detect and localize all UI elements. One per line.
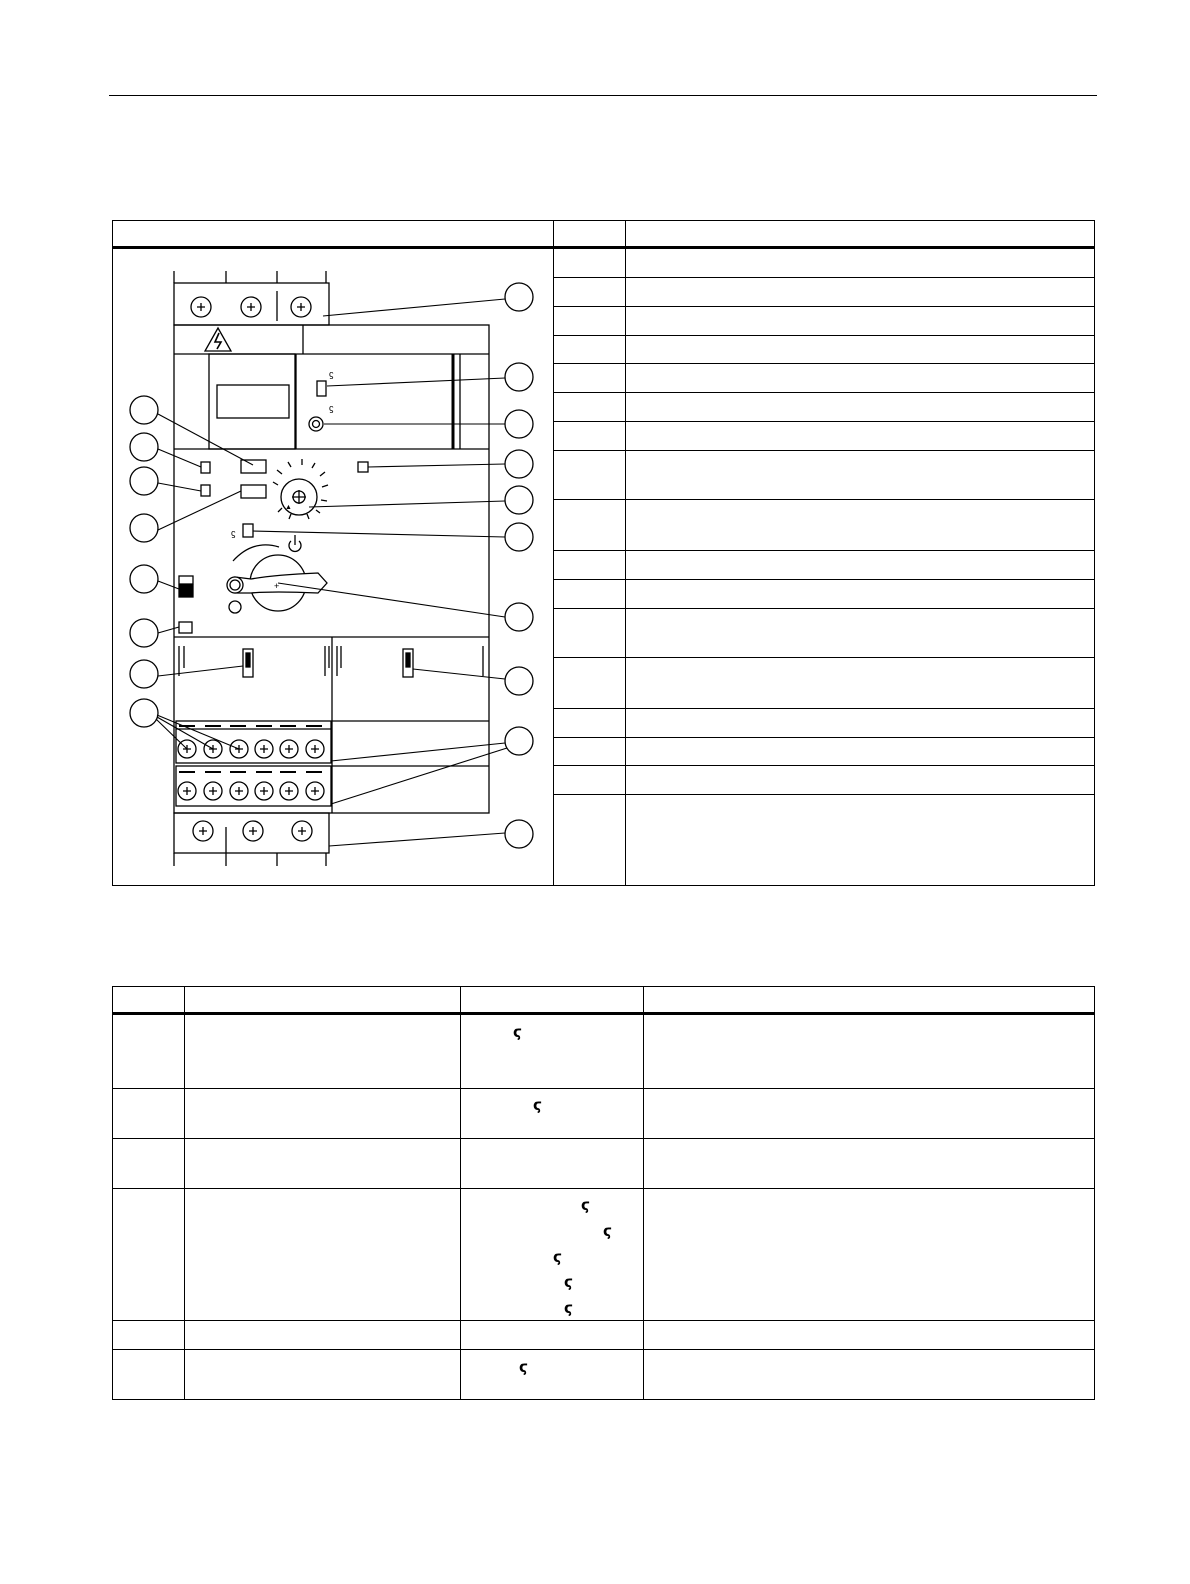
- screw-terminal-icon: [191, 297, 211, 317]
- table1-row-rule: [554, 499, 1094, 500]
- table1-col-divider: [553, 221, 554, 885]
- callout-circle-icon: [130, 565, 158, 593]
- power-symbol-icon: [289, 535, 301, 551]
- screw-terminal-icon: [230, 782, 248, 800]
- screw-terminal-icon: [306, 740, 324, 758]
- symbol-mark-icon: ϛ: [519, 1358, 528, 1376]
- svg-text:▲: ▲: [285, 504, 292, 511]
- callout-circle-icon: [505, 410, 533, 438]
- table1-row-rule: [554, 765, 1094, 766]
- symbol-mark-icon: ϛ: [564, 1273, 573, 1291]
- callout-circle-icon: [130, 396, 158, 424]
- callout-circle-icon: [130, 699, 158, 727]
- callout-circle-icon: [130, 660, 158, 688]
- callout-circle-icon: [505, 450, 533, 478]
- table1-row-rule: [554, 579, 1094, 580]
- svg-text:+: +: [274, 581, 280, 591]
- callout-circle-icon: [130, 514, 158, 542]
- symbol-mark-icon: ϛ: [553, 1248, 562, 1266]
- callout-circle-icon: [130, 433, 158, 461]
- table1-row-rule: [554, 363, 1094, 364]
- symbol-mark-icon: ϛ: [513, 1023, 522, 1041]
- callout-circle-icon: [505, 363, 533, 391]
- callout-circle-icon: [505, 486, 533, 514]
- table1-row-rule: [554, 421, 1094, 422]
- table1-row-rule: [554, 708, 1094, 709]
- callout-circle-icon: [505, 667, 533, 695]
- table1-row-rule: [554, 450, 1094, 451]
- symbol-mark-icon: ϛ: [329, 403, 334, 413]
- table1-row-rule: [554, 737, 1094, 738]
- screw-terminal-icon: [291, 297, 311, 317]
- bottom-screw-terminal-block: [174, 813, 329, 866]
- symbol-mark-icon: ϛ: [603, 1222, 612, 1240]
- table2-col-divider: [184, 987, 185, 1399]
- table2-row-rule: [113, 1088, 1094, 1089]
- control-terminal-block-lower: [176, 766, 331, 806]
- page-header-rule: [109, 95, 1097, 96]
- high-voltage-warning-icon: [205, 328, 231, 351]
- screw-terminal-icon: [241, 297, 261, 317]
- callout-circle-icon: [130, 619, 158, 647]
- screw-terminal-icon: [280, 740, 298, 758]
- table2-row-rule: [113, 1188, 1094, 1189]
- component-legend-table: [112, 220, 1095, 886]
- table1-row-rule: [554, 657, 1094, 658]
- rotary-dial-icon: [273, 459, 328, 519]
- screw-terminal-icon: [255, 740, 273, 758]
- screw-terminal-icon: [255, 782, 273, 800]
- table2-row-rule: [113, 1320, 1094, 1321]
- table2-row-rule: [113, 1349, 1094, 1350]
- top-screw-terminal-block: [174, 271, 329, 325]
- table1-row-rule: [554, 392, 1094, 393]
- table2-row-rule: [113, 1138, 1094, 1139]
- control-terminal-block-upper: [176, 721, 331, 763]
- symbol-mark-icon: ϛ: [581, 1196, 590, 1214]
- screw-terminal-icon: [178, 782, 196, 800]
- table2-col-divider: [460, 987, 461, 1399]
- motor-starter-diagram: [113, 221, 553, 885]
- callout-circle-icon: [505, 283, 533, 311]
- table1-row-rule: [554, 608, 1094, 609]
- table1-row-rule: [554, 306, 1094, 307]
- screw-terminal-icon: [204, 782, 222, 800]
- callout-circle-icon: [505, 727, 533, 755]
- symbol-mark-icon: ϛ: [564, 1299, 573, 1317]
- table1-row-rule: [554, 550, 1094, 551]
- screw-terminal-icon: [306, 782, 324, 800]
- screw-terminal-icon: [243, 821, 263, 841]
- reset-button-icon: [309, 417, 323, 431]
- symbol-mark-icon: ϛ: [231, 528, 236, 538]
- table1-row-rule: [554, 335, 1094, 336]
- table1-col-divider: [625, 221, 626, 885]
- table1-row-rule: [554, 277, 1094, 278]
- table1-row-rule: [554, 794, 1094, 795]
- table2-header-rule: [113, 1012, 1094, 1015]
- settings-table: [112, 986, 1095, 1400]
- rotary-handle-icon: [227, 545, 327, 613]
- callout-circle-icon: [505, 603, 533, 631]
- screw-terminal-icon: [193, 821, 213, 841]
- callout-circle-icon: [130, 467, 158, 495]
- screw-terminal-icon: [280, 782, 298, 800]
- symbol-mark-icon: ϛ: [533, 1096, 542, 1114]
- screw-terminal-icon: [292, 821, 312, 841]
- table2-col-divider: [643, 987, 644, 1399]
- symbol-mark-icon: ϛ: [329, 369, 334, 379]
- callout-circle-icon: [505, 523, 533, 551]
- callout-circle-icon: [505, 820, 533, 848]
